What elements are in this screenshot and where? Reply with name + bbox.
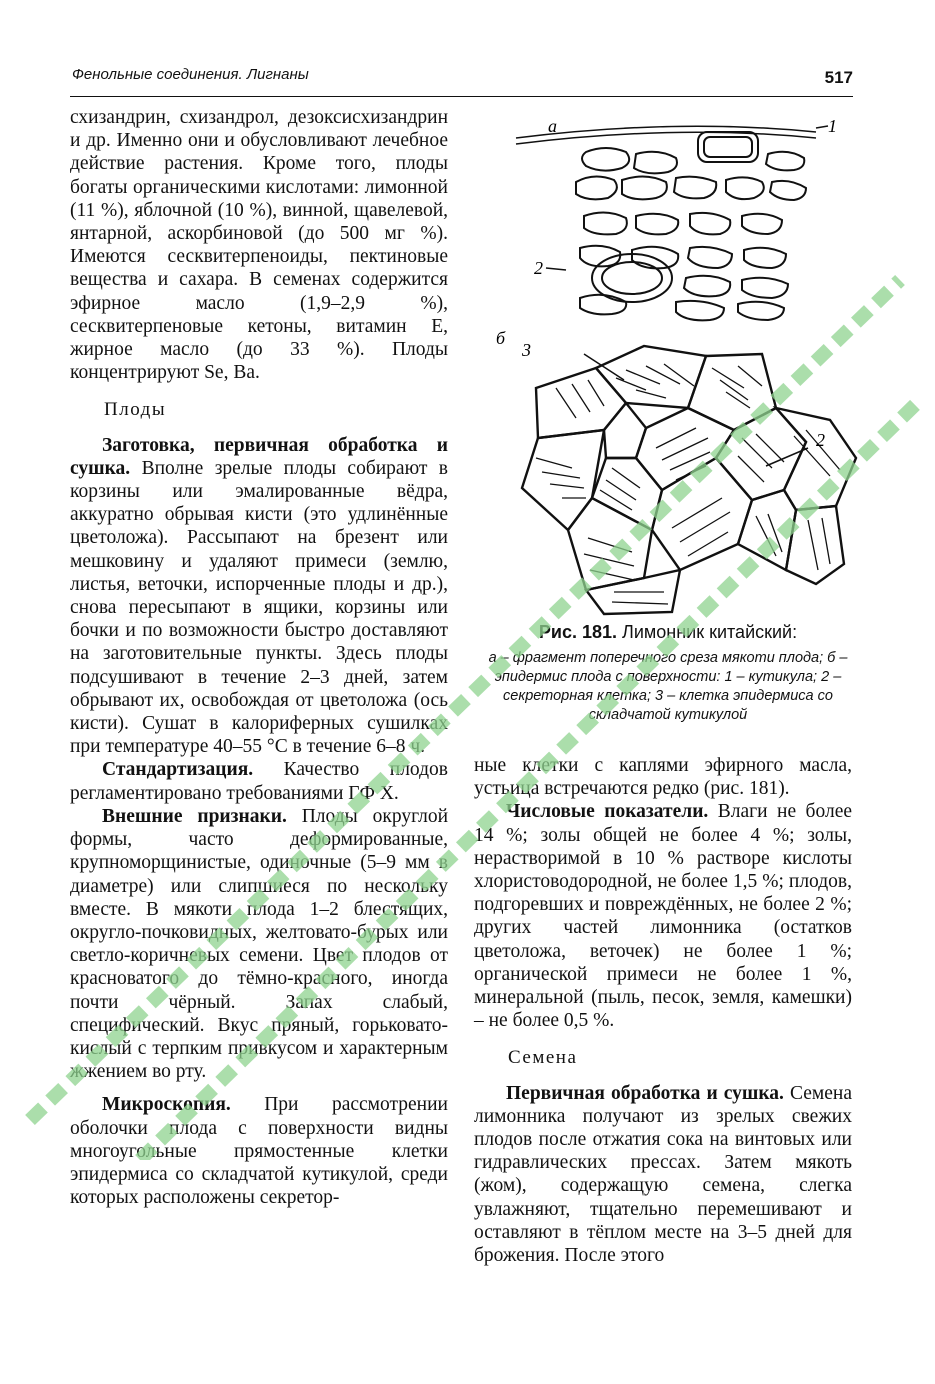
seeds-paragraph bbox=[474, 1082, 852, 1268]
caption-figure-number: Рис. 181. bbox=[538, 622, 618, 642]
cell-illustration bbox=[476, 118, 876, 618]
epidermis-drawing bbox=[522, 346, 856, 614]
label-1: 1 bbox=[828, 118, 837, 136]
numeric-text: Влаги не более 14 %; золы общей не более 4 %; золы, нерастворимой в 10 % растворе кислоты хлористоводородной, не более 1,5 %; плодов, подгоревших и повреждённых, не более 2 %; других частей лимонника (остатков цветоложа, веточек) не более 1 %; органической примеси не более 1 %, минеральной (пыль, песок, земля, камешки) – не более 0,5 %. bbox=[474, 801, 853, 1032]
label-2-epidermis: 2 bbox=[816, 430, 825, 450]
standard-title: Стандартизация. bbox=[102, 759, 254, 781]
label-b: б bbox=[496, 328, 506, 348]
right-column bbox=[474, 754, 852, 1267]
numeric-paragraph bbox=[474, 800, 852, 1032]
microscopy-paragraph bbox=[70, 1093, 448, 1209]
cross-section-drawing bbox=[516, 126, 828, 320]
external-paragraph bbox=[70, 805, 448, 1083]
intro-paragraph: схизандрин, схизандрол, дезоксисхизандрин и др. Именно они и обусловливают лечебное действие растения. Кроме того, плоды богаты органическими кислотами: лимонной (11 %), яблочной (10 %), винной, щавелевой, янтарной, аскорбиновой (до 500 мг %). Имеются сесквитерпеноиды, пектиновые вещества и сахара. В семенах содержится эфирное масло (1,9–2,9 %), сесквитерпеновые кетоны, витамин Е, жирное масло (до 33 %). Плоды концентрируют Se, Ba. bbox=[70, 107, 448, 384]
label-2-section: 2 bbox=[534, 258, 543, 278]
cuticle-folds bbox=[536, 364, 840, 604]
caption-legend: а – фрагмент поперечного среза мякоти плода; б – эпидермис плода с поверхности: 1 – кутикула; 2 – секреторная клетка; 3 – клетка эпидермиса со складчатой кутикулой bbox=[488, 650, 848, 723]
standard-text: Качество плодов регламентировано требованиями ГФ Х. bbox=[70, 759, 448, 804]
caption-figure-name: Лимонник китайский: bbox=[617, 622, 798, 642]
numeric-title: Числовые показатели. bbox=[506, 801, 709, 823]
microscopy-title: Микроскопия. bbox=[102, 1094, 231, 1116]
running-header bbox=[70, 62, 853, 97]
header-title: Фенольные соединения. Лигнаны bbox=[72, 66, 309, 83]
seeds-text: Семена лимонника получают из зрелых свежих плодов после отжатия сока на винтовых или гидравлических прессах. Затем мякоть (жом), содержащую семена, слегка увлажняют, тщательно перемешивают и оставляют в тёплом месте на 3–5 дней для брожения. После этого bbox=[474, 1082, 852, 1267]
section-heading-fruits: Плоды bbox=[104, 399, 167, 421]
figure-181 bbox=[476, 118, 876, 618]
external-text: Плоды округлой формы, часто деформированные, крупноморщинистые, одиночные (5–9 мм в диаметре) или слипшиеся по нескольку вместе. В мякоти плода 1–2 блестящих, округло-почковидных, желтовато-бурых или светло-коричневых семени. Цвет плодов от красноватого до тёмно-красного, иногда почти чёрный. Запах слабый, специфический. Вкус пряный, горьковато-кислый с терпким привкусом и характерным жжением во рту. bbox=[70, 805, 448, 1083]
continuation-paragraph: ные клетки с каплями эфирного масла, устьица встречаются редко (рис. 181). bbox=[474, 755, 852, 800]
figure-caption bbox=[476, 622, 860, 725]
seeds-title: Первичная обработка и сушка. bbox=[506, 1082, 784, 1104]
label-3: 3 bbox=[522, 340, 531, 360]
caption-title bbox=[476, 622, 860, 643]
page-number: 517 bbox=[824, 68, 853, 87]
microscopy-text: При рассмотрении оболочки плода с поверхности видны многоугольные прямостенные клетки эпидермиса со складчатой кутикулой, среди которых расположены секретор- bbox=[70, 1094, 448, 1209]
label-a: а bbox=[548, 118, 557, 136]
harvest-title: Заготовка, первичная обработка и сушка. bbox=[70, 434, 448, 479]
standard-paragraph bbox=[70, 758, 448, 804]
section-heading-seeds: Семена bbox=[508, 1047, 578, 1069]
left-column bbox=[70, 106, 448, 1209]
external-title: Внешние признаки. bbox=[102, 805, 287, 827]
harvest-paragraph bbox=[70, 434, 448, 759]
harvest-text: Вполне зрелые плоды собирают в корзины или эмалированные вёдра, аккуратно обрывая кисти (это удлинённые цветоложа). Рассыпают на брезент или мешковину и удаляют примеси (землю, листья, веточки, испорченные плоды и др.), снова пересыпают в ящики, корзины или бочки и по возможности быстро доставляют на заготовительные пункты. Здесь плоды подсушивают в течение 2–3 дней, затем обрывают их, освобождая от цветоложа (ось кисти). Сушат в калориферных сушилках при температуре 40–55 °С в течение 6–8 ч. bbox=[70, 457, 448, 758]
